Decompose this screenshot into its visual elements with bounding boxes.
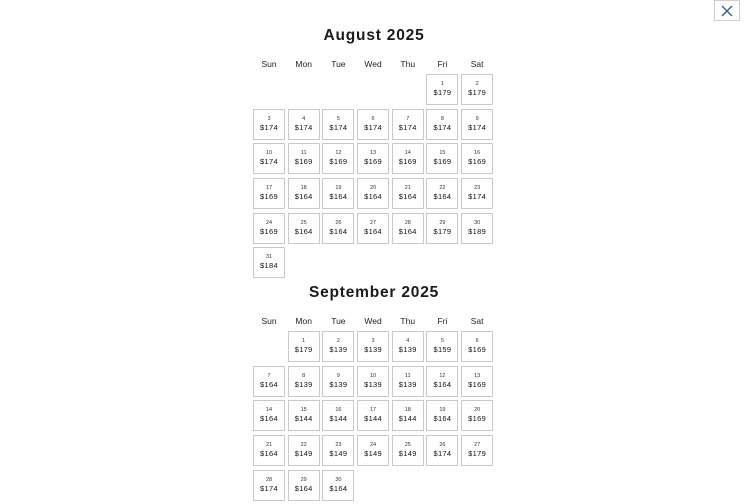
day-number: 24 <box>265 219 273 226</box>
calendar-grid <box>253 331 495 501</box>
month-title: August 2025 <box>323 27 425 44</box>
day-price: $174 <box>364 122 382 132</box>
day-price: $174 <box>433 122 452 132</box>
day-number: 29 <box>439 219 446 226</box>
day-cell[interactable] <box>357 143 389 174</box>
day-cell[interactable] <box>253 247 285 278</box>
empty-cell <box>288 74 320 105</box>
day-cell[interactable] <box>461 400 493 431</box>
day-price: $164 <box>329 226 348 236</box>
empty-cell <box>288 247 320 278</box>
day-price: $179 <box>468 88 487 97</box>
calendar-week <box>253 143 495 174</box>
day-cell[interactable] <box>461 143 493 174</box>
day-price: $144 <box>329 414 348 424</box>
day-number: 21 <box>404 185 411 192</box>
day-cell[interactable] <box>253 470 285 501</box>
day-cell[interactable] <box>461 109 493 140</box>
day-price: $164 <box>364 192 382 202</box>
day-price: $164 <box>260 449 278 459</box>
weekday-label: Thu <box>400 59 416 69</box>
calendar-week <box>253 109 495 140</box>
day-price: $189 <box>468 226 487 236</box>
day-price: $164 <box>433 192 452 202</box>
day-price: $174 <box>260 122 278 132</box>
day-number: 26 <box>335 219 342 226</box>
day-number: 28 <box>265 476 273 483</box>
day-cell[interactable] <box>461 366 493 397</box>
day-price: $169 <box>260 192 278 202</box>
calendar-week <box>253 247 495 278</box>
day-price: $169 <box>433 157 452 167</box>
day-cell[interactable] <box>426 366 458 397</box>
day-number: 16 <box>474 150 481 157</box>
day-number: 4 <box>302 115 306 122</box>
calendar-week <box>253 331 495 362</box>
day-number: 25 <box>404 442 411 449</box>
day-number: 22 <box>439 185 446 192</box>
day-cell[interactable] <box>357 109 389 140</box>
day-cell[interactable] <box>322 109 354 140</box>
day-cell[interactable] <box>461 213 493 244</box>
day-number: 9 <box>475 115 479 122</box>
day-cell[interactable] <box>253 143 285 174</box>
day-number: 14 <box>404 150 411 157</box>
day-cell[interactable] <box>322 366 354 397</box>
empty-cell <box>253 74 285 105</box>
day-price: $184 <box>260 261 278 271</box>
day-cell[interactable] <box>461 435 493 466</box>
day-price: $149 <box>329 449 348 459</box>
day-cell[interactable] <box>253 213 285 244</box>
day-number: 20 <box>474 407 481 414</box>
weekday-header <box>253 315 495 327</box>
day-number: 25 <box>300 219 307 226</box>
day-number: 8 <box>302 372 306 379</box>
day-number: 11 <box>404 372 411 379</box>
day-price: $164 <box>433 414 452 424</box>
day-number: 17 <box>370 407 377 414</box>
day-number: 14 <box>265 407 273 414</box>
day-cell[interactable] <box>288 366 320 397</box>
day-cell[interactable] <box>288 143 320 174</box>
day-cell[interactable] <box>392 331 424 362</box>
calendar-week <box>253 400 495 431</box>
day-number: 19 <box>439 407 446 414</box>
day-price: $139 <box>398 379 417 389</box>
day-number: 22 <box>300 442 307 449</box>
day-number: 5 <box>440 338 444 344</box>
day-number: 5 <box>336 115 340 122</box>
day-number: 13 <box>370 150 377 157</box>
day-price: $144 <box>294 414 313 424</box>
empty-cell <box>392 247 424 278</box>
day-price: $164 <box>329 192 348 202</box>
empty-cell <box>461 247 493 278</box>
day-price: $164 <box>260 379 278 389</box>
day-cell[interactable] <box>426 74 458 105</box>
day-price: $174 <box>329 122 348 132</box>
day-number: 8 <box>440 115 444 122</box>
day-number: 3 <box>371 338 375 344</box>
day-number: 20 <box>370 185 377 192</box>
empty-cell <box>392 74 424 105</box>
calendar-week <box>253 435 495 466</box>
day-number: 10 <box>370 372 377 379</box>
day-price: $169 <box>468 157 487 167</box>
day-cell[interactable] <box>322 143 354 174</box>
calendar-week <box>253 366 495 397</box>
day-price: $149 <box>364 449 382 459</box>
day-cell[interactable] <box>253 109 285 140</box>
weekday-label: Sat <box>470 59 484 69</box>
weekday-label: Mon <box>295 316 312 326</box>
calendar-week <box>253 178 495 209</box>
empty-cell <box>253 331 285 362</box>
day-cell[interactable] <box>392 213 424 244</box>
day-price: $164 <box>433 379 452 389</box>
day-cell[interactable] <box>357 435 389 466</box>
empty-cell <box>426 247 458 278</box>
day-number: 10 <box>265 150 273 157</box>
day-price: $169 <box>468 345 487 354</box>
day-cell[interactable] <box>357 400 389 431</box>
day-cell[interactable] <box>426 109 458 140</box>
day-number: 31 <box>265 254 273 261</box>
day-number: 24 <box>370 442 377 449</box>
day-number: 16 <box>335 407 342 414</box>
day-cell[interactable] <box>322 331 354 362</box>
day-price: $139 <box>329 379 348 389</box>
day-cell[interactable] <box>392 143 424 174</box>
day-price: $164 <box>294 483 313 493</box>
day-number: 9 <box>336 372 340 379</box>
day-price: $159 <box>433 345 452 354</box>
day-number: 4 <box>406 338 410 344</box>
day-price: $139 <box>294 379 313 389</box>
empty-cell <box>357 74 389 105</box>
empty-cell <box>322 247 354 278</box>
day-cell[interactable] <box>253 435 285 466</box>
day-price: $139 <box>329 345 348 354</box>
calendar-week <box>253 74 495 105</box>
day-cell[interactable] <box>426 178 458 209</box>
day-number: 18 <box>300 185 307 192</box>
day-cell[interactable] <box>426 400 458 431</box>
day-number: 15 <box>439 150 446 157</box>
weekday-label: Fri <box>437 59 448 69</box>
day-price: $174 <box>468 192 487 202</box>
day-cell[interactable] <box>392 435 424 466</box>
day-number: 19 <box>335 185 342 192</box>
empty-cell <box>426 470 458 501</box>
day-cell[interactable] <box>288 470 320 501</box>
day-cell[interactable] <box>461 74 493 105</box>
day-price: $169 <box>364 157 382 167</box>
day-cell[interactable] <box>253 178 285 209</box>
day-cell[interactable] <box>288 400 320 431</box>
empty-cell <box>357 470 389 501</box>
weekday-label: Mon <box>295 59 312 69</box>
day-price: $139 <box>364 379 382 389</box>
day-number: 2 <box>475 81 479 87</box>
empty-cell <box>461 470 493 501</box>
day-price: $164 <box>260 414 278 424</box>
day-number: 27 <box>370 219 377 226</box>
day-price: $179 <box>433 226 452 236</box>
day-number: 30 <box>474 219 481 226</box>
day-cell[interactable] <box>322 400 354 431</box>
empty-cell <box>392 470 424 501</box>
day-price: $164 <box>364 226 382 236</box>
day-price: $179 <box>468 449 487 459</box>
day-cell[interactable] <box>288 178 320 209</box>
day-number: 1 <box>302 338 306 344</box>
day-price: $169 <box>260 226 278 236</box>
day-cell[interactable] <box>357 178 389 209</box>
day-price: $174 <box>433 449 452 459</box>
day-price: $169 <box>294 157 313 167</box>
day-cell[interactable] <box>392 366 424 397</box>
day-cell[interactable] <box>253 400 285 431</box>
day-number: 7 <box>406 115 410 122</box>
day-cell[interactable] <box>322 178 354 209</box>
day-cell[interactable] <box>461 178 493 209</box>
day-number: 17 <box>265 185 273 192</box>
day-cell[interactable] <box>357 366 389 397</box>
empty-cell <box>357 247 389 278</box>
day-price: $164 <box>294 226 313 236</box>
calendar-grid <box>253 74 495 278</box>
day-price: $179 <box>433 88 452 97</box>
day-cell[interactable] <box>426 213 458 244</box>
day-number: 2 <box>336 338 340 344</box>
day-price: $174 <box>260 483 278 493</box>
weekday-label: Wed <box>364 316 382 326</box>
weekday-label: Tue <box>331 59 346 69</box>
day-cell[interactable] <box>288 109 320 140</box>
day-cell[interactable] <box>426 435 458 466</box>
day-price: $164 <box>329 483 348 493</box>
day-number: 12 <box>335 150 342 157</box>
day-number: 6 <box>371 115 375 122</box>
month-august-2025 <box>253 26 495 282</box>
day-cell[interactable] <box>322 435 354 466</box>
day-price: $144 <box>364 414 382 424</box>
day-price: $164 <box>398 226 417 236</box>
weekday-label: Sat <box>470 316 484 326</box>
day-cell[interactable] <box>357 331 389 362</box>
day-cell[interactable] <box>288 213 320 244</box>
weekday-label: Wed <box>364 59 382 69</box>
day-price: $164 <box>398 192 417 202</box>
day-cell[interactable] <box>253 366 285 397</box>
day-number: 12 <box>439 372 446 379</box>
calendar-week <box>253 470 495 501</box>
weekday-label: Thu <box>400 316 416 326</box>
day-price: $174 <box>260 157 278 167</box>
day-number: 27 <box>474 442 481 449</box>
day-cell[interactable] <box>288 435 320 466</box>
day-cell[interactable] <box>288 331 320 362</box>
day-price: $174 <box>398 122 417 132</box>
month-september-2025 <box>253 283 495 504</box>
day-cell[interactable] <box>426 143 458 174</box>
day-cell[interactable] <box>461 331 493 362</box>
day-number: 23 <box>474 185 481 192</box>
day-number: 3 <box>267 115 271 122</box>
close-button[interactable] <box>714 0 740 21</box>
day-price: $169 <box>468 379 487 389</box>
empty-cell <box>322 74 354 105</box>
day-price: $169 <box>329 157 348 167</box>
day-price: $164 <box>294 192 313 202</box>
day-number: 23 <box>335 442 342 449</box>
day-number: 7 <box>267 372 271 379</box>
weekday-label: Sun <box>261 59 277 69</box>
day-number: 6 <box>475 338 479 344</box>
day-price: $174 <box>468 122 487 132</box>
day-number: 21 <box>265 442 273 449</box>
day-number: 15 <box>300 407 307 414</box>
day-price: $169 <box>468 414 487 424</box>
calendar-week <box>253 213 495 244</box>
month-title: September 2025 <box>308 284 440 301</box>
day-cell[interactable] <box>357 213 389 244</box>
day-number: 18 <box>404 407 411 414</box>
weekday-label: Sun <box>261 316 277 326</box>
day-price: $169 <box>398 157 417 167</box>
weekday-header <box>253 58 495 70</box>
day-cell[interactable] <box>322 470 354 501</box>
day-number: 11 <box>300 150 307 157</box>
day-price: $149 <box>398 449 417 459</box>
day-price: $174 <box>294 122 313 132</box>
day-price: $144 <box>398 414 417 424</box>
day-number: 1 <box>440 81 444 87</box>
day-cell[interactable] <box>392 178 424 209</box>
day-cell[interactable] <box>322 213 354 244</box>
weekday-label: Fri <box>437 316 448 326</box>
day-price: $149 <box>294 449 313 459</box>
day-cell[interactable] <box>392 400 424 431</box>
weekday-label: Tue <box>331 316 346 326</box>
day-number: 28 <box>404 219 411 226</box>
day-number: 13 <box>474 372 481 379</box>
day-number: 29 <box>300 476 307 483</box>
day-number: 26 <box>439 442 446 449</box>
day-price: $179 <box>294 345 313 354</box>
day-number: 30 <box>335 476 342 483</box>
close-icon <box>721 5 733 17</box>
day-cell[interactable] <box>426 331 458 362</box>
day-price: $139 <box>364 345 382 354</box>
day-cell[interactable] <box>392 109 424 140</box>
day-price: $139 <box>398 345 417 354</box>
